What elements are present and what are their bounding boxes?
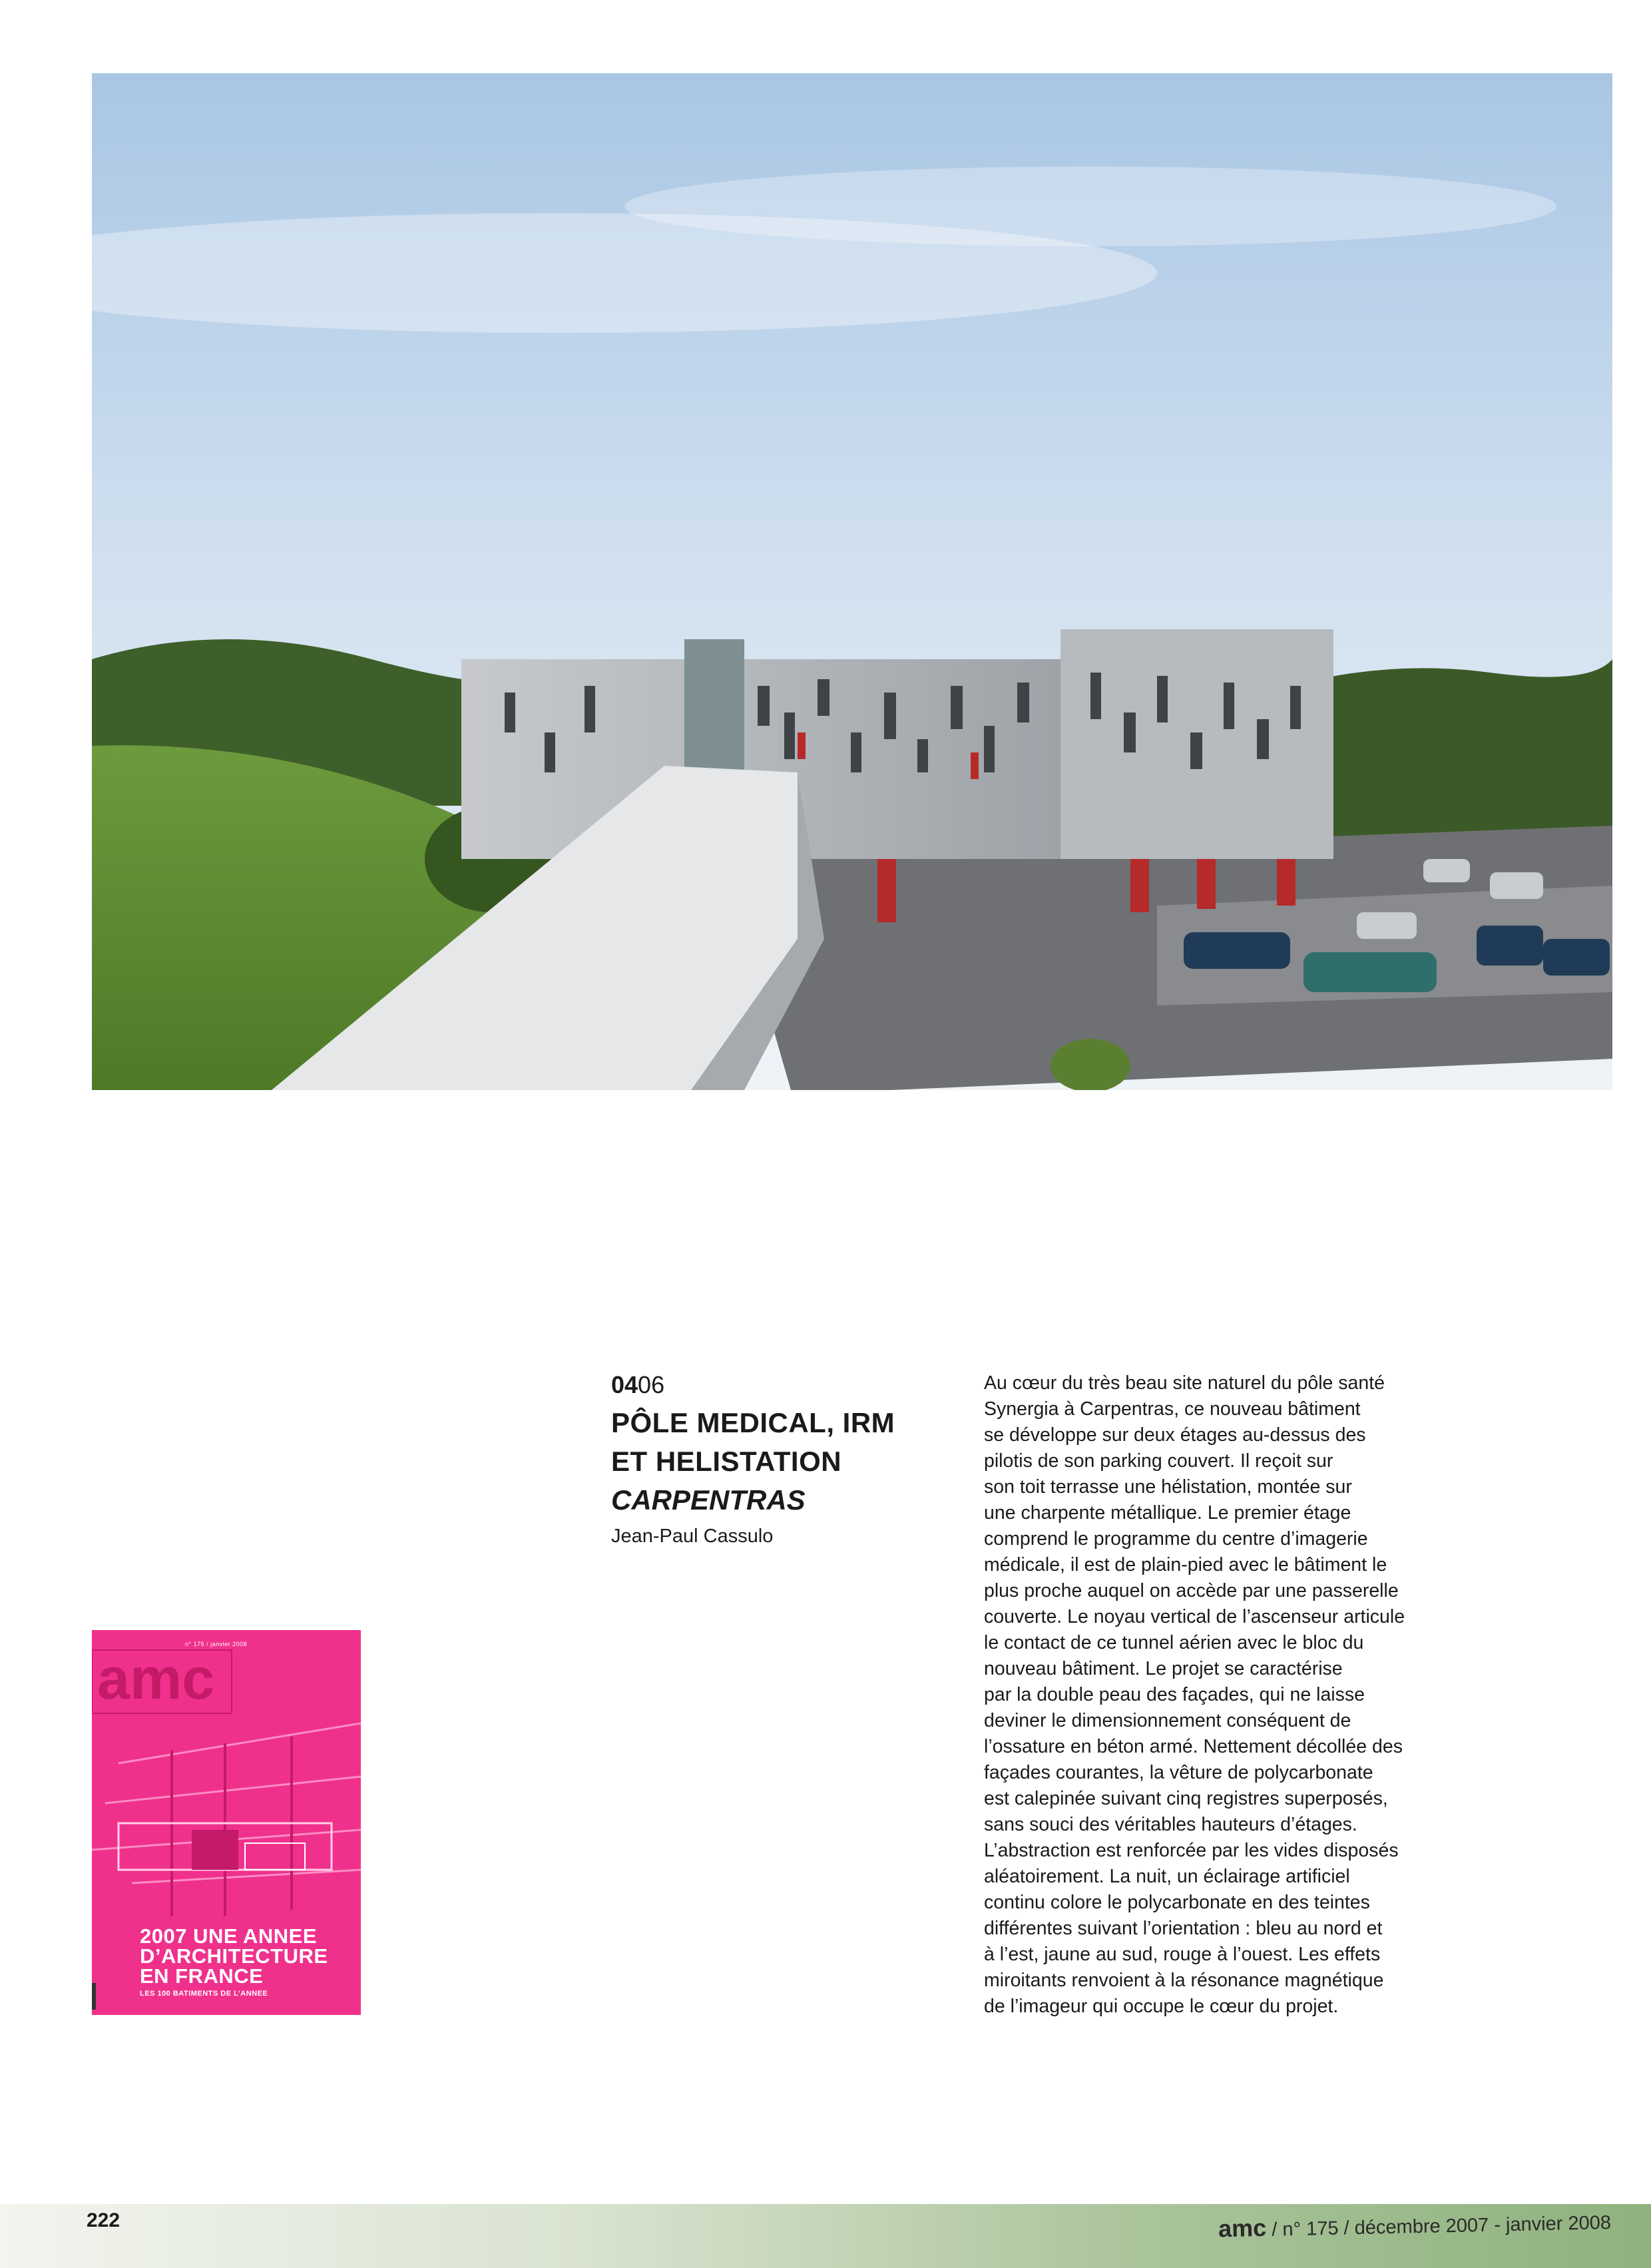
project-city: CARPENTRAS [611, 1484, 806, 1516]
description-line: l’ossature en béton armé. Nettement décollée des [984, 1736, 1403, 1757]
description-line: miroitants renvoient à la résonance magnétique [984, 1970, 1384, 1991]
footer-issue: / n° 175 / décembre 2007 - janvier 2008 [1272, 2212, 1612, 2241]
description-line: sans souci des véritables hauteurs d’étages. [984, 1814, 1357, 1835]
description-line: à l’est, jaune au sud, rouge à l’ouest. Les effets [984, 1944, 1381, 1965]
description-line: aléatoirement. La nuit, un éclairage artificiel [984, 1866, 1350, 1887]
description-line: médicale, il est de plain-pied avec le bâtiment le [984, 1554, 1387, 1575]
description-line: comprend le programme du centre d’imagerie [984, 1528, 1368, 1550]
description-line: de l’imageur qui occupe le cœur du projet. [984, 1996, 1339, 2017]
project-heading [611, 1370, 944, 1549]
description-line: plus proche auquel on accède par une passerelle [984, 1580, 1399, 1601]
project-architect: Jean-Paul Cassulo [611, 1526, 774, 1547]
cover-title [140, 1926, 353, 1986]
page-number: 222 [87, 2209, 120, 2231]
description-line: pilotis de son parking couvert. Il reçoit sur [984, 1450, 1333, 1472]
cover-title-line: D’ARCHITECTURE [140, 1944, 328, 1968]
description-line: est calepinée suivant cinq registres superposés, [984, 1788, 1388, 1809]
cover-title-line: 2007 UNE ANNEE [140, 1924, 318, 1948]
description-line: façades courantes, la vêture de polycarbonate [984, 1762, 1373, 1783]
project-title-line1: PÔLE MEDICAL, IRM [611, 1407, 895, 1438]
project-number: 0406 [611, 1371, 665, 1398]
description-line: L’abstraction est renforcée par les vides disposés [984, 1840, 1399, 1861]
magazine-cover [92, 1630, 361, 2015]
project-title-line2: ET HELISTATION [611, 1446, 842, 1477]
description-line: Au cœur du très beau site naturel du pôle santé [984, 1372, 1385, 1394]
description-line: le contact de ce tunnel aérien avec le bloc du [984, 1632, 1364, 1653]
description-line: se développe sur deux étages au-dessus des [984, 1424, 1366, 1446]
description-line: deviner le dimensionnement conséquent de [984, 1710, 1351, 1731]
description-line: Synergia à Carpentras, ce nouveau bâtiment [984, 1398, 1361, 1420]
description-line: continu colore le polycarbonate en des teintes [984, 1892, 1370, 1913]
description-line: nouveau bâtiment. Le projet se caractérise [984, 1658, 1343, 1679]
building-photo [92, 73, 1612, 1090]
cover-subtitle: LES 100 BATIMENTS DE L’ANNEE [140, 1990, 268, 1998]
description-line: couverte. Le noyau vertical de l’ascenseur articule [984, 1606, 1405, 1627]
description-line: différentes suivant l’orientation : bleu au nord et [984, 1918, 1383, 1939]
cover-logo: amc [97, 1645, 215, 1711]
description-line: par la double peau des façades, qui ne laisse [984, 1684, 1365, 1705]
description-line: une charpente métallique. Le premier étage [984, 1502, 1351, 1524]
cover-issue: n° 175 / janvier 2008 [185, 1641, 248, 1647]
project-description [984, 1370, 1410, 2020]
cover-title-line: EN FRANCE [140, 1964, 264, 1988]
description-line: son toit terrasse une hélistation, montée sur [984, 1476, 1352, 1498]
footer-magazine-name: amc [1218, 2213, 1267, 2243]
